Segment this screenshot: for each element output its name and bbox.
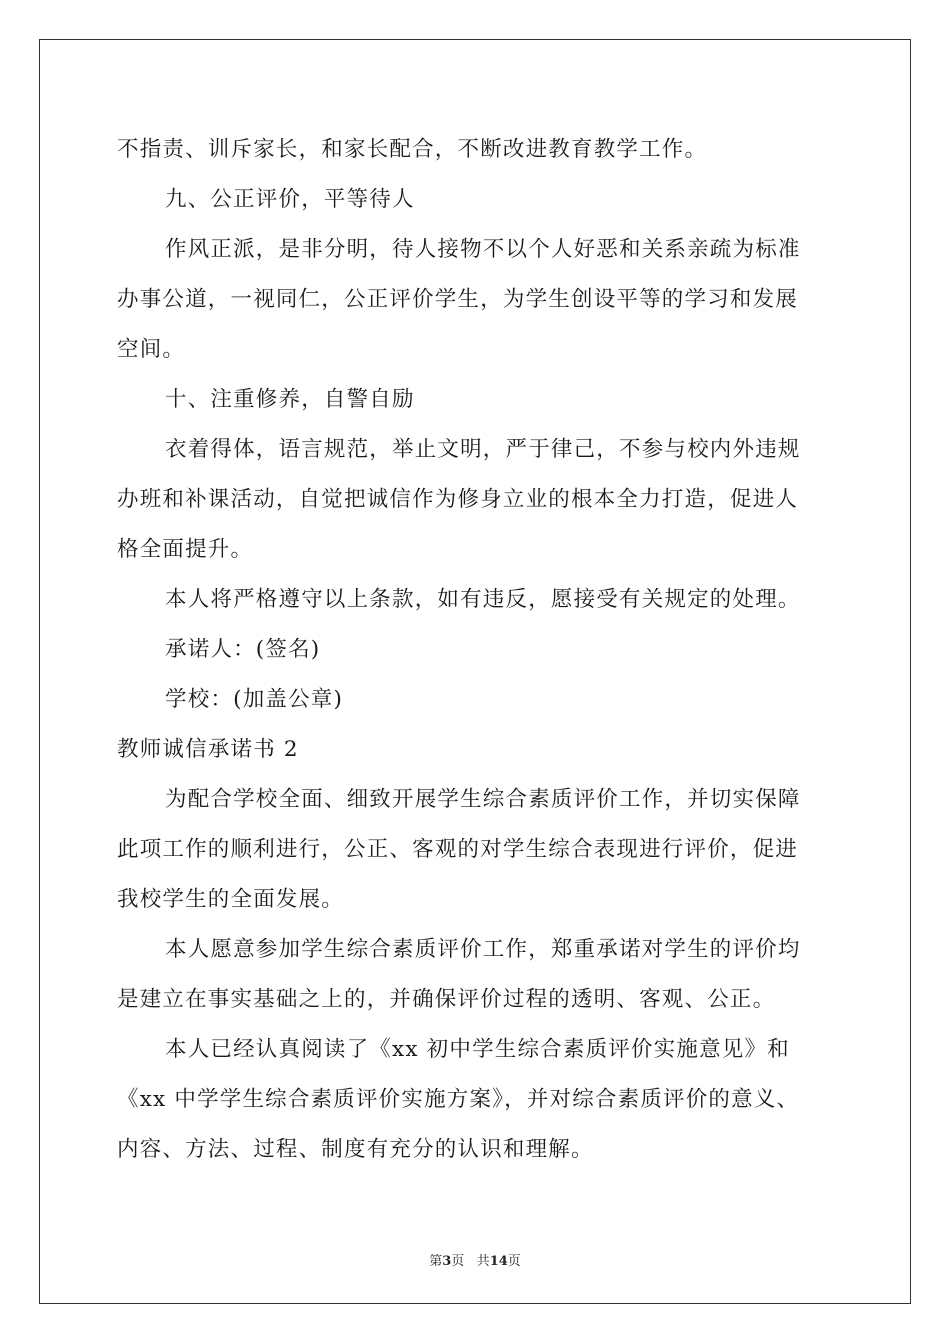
- text-line: 作风正派，是非分明，待人接物不以个人好恶和关系亲疏为标准: [165, 237, 801, 262]
- section-heading-10: 十、注重修养，自警自励: [165, 387, 415, 412]
- page-footer: [0, 1250, 950, 1269]
- page-number-prefix: 第: [429, 1254, 443, 1269]
- text-line: 《xx 中学学生综合素质评价实施方案》，并对综合素质评价的意义、: [117, 1087, 800, 1112]
- text-line: 我校学生的全面发展。: [117, 887, 345, 912]
- text-line: 为配合学校全面、细致开展学生综合素质评价工作，并切实保障: [165, 787, 801, 812]
- signature-line: 承诺人：(签名): [165, 637, 321, 662]
- text-line: 本人将严格遵守以上条款，如有违反，愿接受有关规定的处理。: [165, 587, 801, 612]
- text-line: 办班和补课活动，自觉把诚信作为修身立业的根本全力打造，促进人: [117, 487, 799, 512]
- text-line: 不指责、训斥家长，和家长配合，不断改进教育教学工作。: [117, 137, 708, 162]
- text-line: 本人愿意参加学生综合素质评价工作，郑重承诺对学生的评价均: [165, 937, 801, 962]
- text-line: 空间。: [117, 337, 186, 362]
- page-number: 3: [442, 1254, 452, 1269]
- school-seal-line: 学校：(加盖公章): [165, 687, 344, 712]
- document-title: 教师诚信承诺书 2: [117, 737, 299, 762]
- total-pages: 14: [489, 1254, 508, 1269]
- page-number-suffix: 页: [451, 1254, 465, 1269]
- total-pages-prefix: 共: [476, 1254, 490, 1269]
- text-line: 是建立在事实基础之上的，并确保评价过程的透明、客观、公正。: [117, 987, 776, 1012]
- text-line: 衣着得体，语言规范，举止文明，严于律己，不参与校内外违规: [165, 437, 801, 462]
- text-line: 内容、方法、过程、制度有充分的认识和理解。: [117, 1137, 594, 1162]
- total-pages-suffix: 页: [507, 1254, 521, 1269]
- section-heading-9: 九、公正评价，平等待人: [165, 187, 415, 212]
- text-line: 此项工作的顺利进行，公正、客观的对学生综合表现进行评价，促进: [117, 837, 799, 862]
- text-line: 本人已经认真阅读了《xx 初中学生综合素质评价实施意见》和: [165, 1037, 790, 1062]
- text-line: 格全面提升。: [117, 537, 254, 562]
- text-line: 办事公道，一视同仁，公正评价学生，为学生创设平等的学习和发展: [117, 287, 799, 312]
- document-body: [117, 125, 837, 1175]
